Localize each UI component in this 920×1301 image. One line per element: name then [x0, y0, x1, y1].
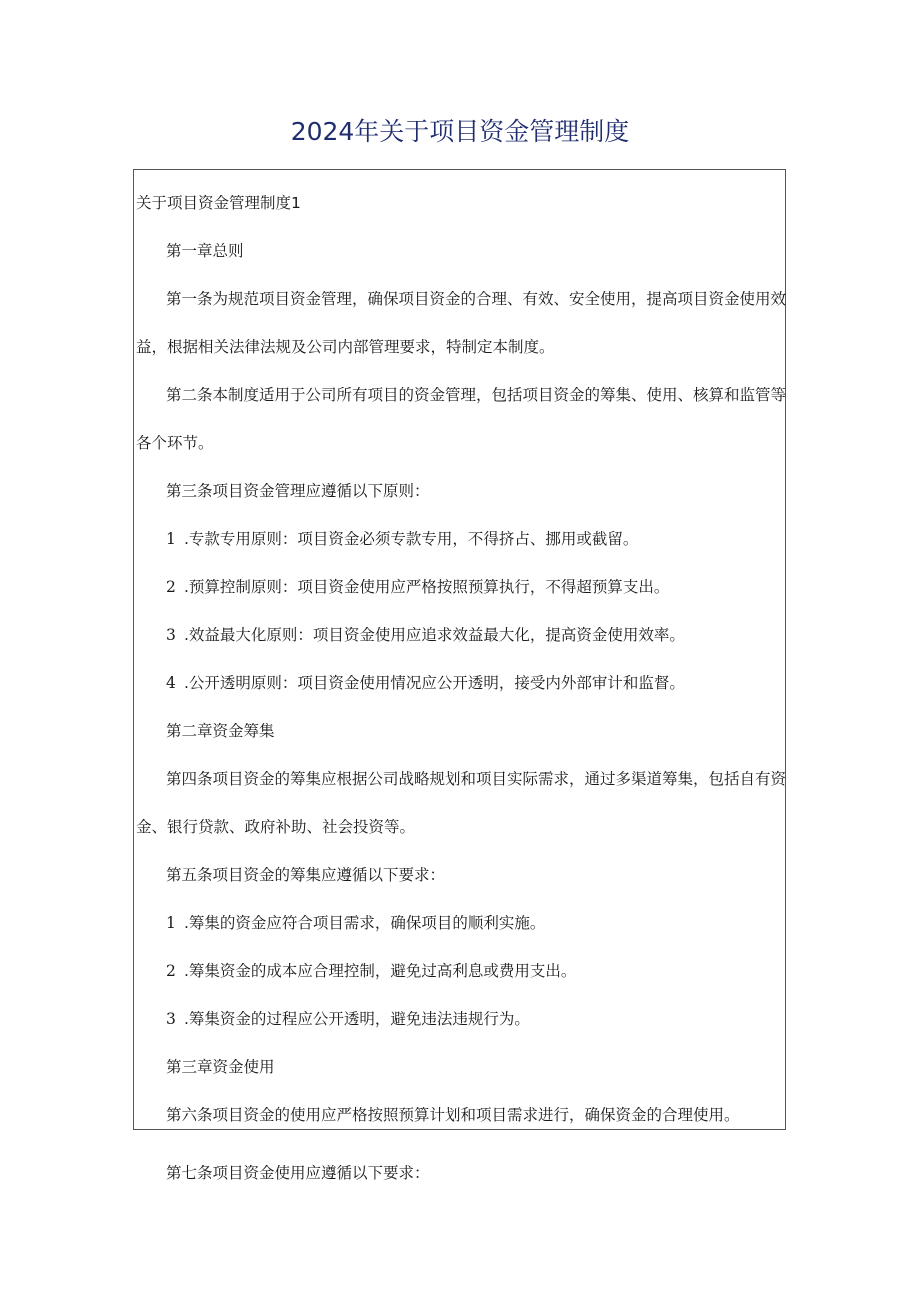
list-item-text: .筹集的资金应符合项目需求，确保项目的顺利实施。: [184, 914, 546, 932]
article-4-line-2: 金、银行贷款、政府补助、社会投资等。: [136, 818, 416, 836]
list-item-text: .公开透明原则：项目资金使用情况应公开透明，接受内外部审计和监督。: [184, 674, 685, 692]
list-item-number: 4: [166, 674, 176, 692]
list-item-number: 2: [166, 962, 176, 980]
list-item: [0, 911, 920, 935]
list-item-text: .预算控制原则：项目资金使用应严格按照预算执行，不得超预算支出。: [184, 578, 670, 596]
article-5: 第五条项目资金的筹集应遵循以下要求：: [166, 866, 446, 884]
list-item: [0, 1007, 920, 1031]
content-frame: [133, 169, 786, 1130]
article-1-line-2: 益，根据相关法律法规及公司内部管理要求，特制定本制度。: [136, 338, 555, 356]
list-item-number: 3: [166, 1010, 176, 1028]
list-item-number: 2: [166, 578, 176, 596]
list-item-number: 1: [166, 914, 176, 932]
chapter-heading-3: 第三章资金使用: [166, 1058, 275, 1076]
section-heading: 关于项目资金管理制度1: [136, 194, 301, 212]
document-title: 2024年关于项目资金管理制度: [290, 117, 630, 146]
list-item-text: .效益最大化原则：项目资金使用应追求效益最大化，提高资金使用效率。: [184, 626, 685, 644]
article-3: 第三条项目资金管理应遵循以下原则：: [166, 482, 430, 500]
list-item-number: 3: [166, 626, 176, 644]
article-2-line-1: 第二条本制度适用于公司所有项目的资金管理，包括项目资金的筹集、使用、核算和监管等: [166, 386, 787, 404]
list-item: [0, 623, 920, 647]
list-item-number: 1: [166, 530, 176, 548]
list-item: [0, 959, 920, 983]
article-1-line-1: 第一条为规范项目资金管理，确保项目资金的合理、有效、安全使用，提高项目资金使用效: [166, 290, 787, 308]
article-2-line-2: 各个环节。: [136, 434, 214, 452]
list-item: [0, 671, 920, 695]
list-item-text: .筹集资金的过程应公开透明，避免违法违规行为。: [184, 1010, 530, 1028]
list-item-text: .筹集资金的成本应合理控制，避免过高利息或费用支出。: [184, 962, 577, 980]
list-item-text: .专款专用原则：项目资金必须专款专用，不得挤占、挪用或截留。: [184, 530, 639, 548]
list-item: [0, 575, 920, 599]
article-6: 第六条项目资金的使用应严格按照预算计划和项目需求进行，确保资金的合理使用。: [166, 1106, 740, 1124]
list-item: [0, 527, 920, 551]
article-4-line-1: 第四条项目资金的筹集应根据公司战略规划和项目实际需求，通过多渠道筹集，包括自有资: [166, 770, 787, 788]
chapter-heading-2: 第二章资金筹集: [166, 722, 275, 740]
chapter-heading-1: 第一章总则: [166, 242, 244, 260]
article-7: 第七条项目资金使用应遵循以下要求：: [166, 1164, 430, 1182]
